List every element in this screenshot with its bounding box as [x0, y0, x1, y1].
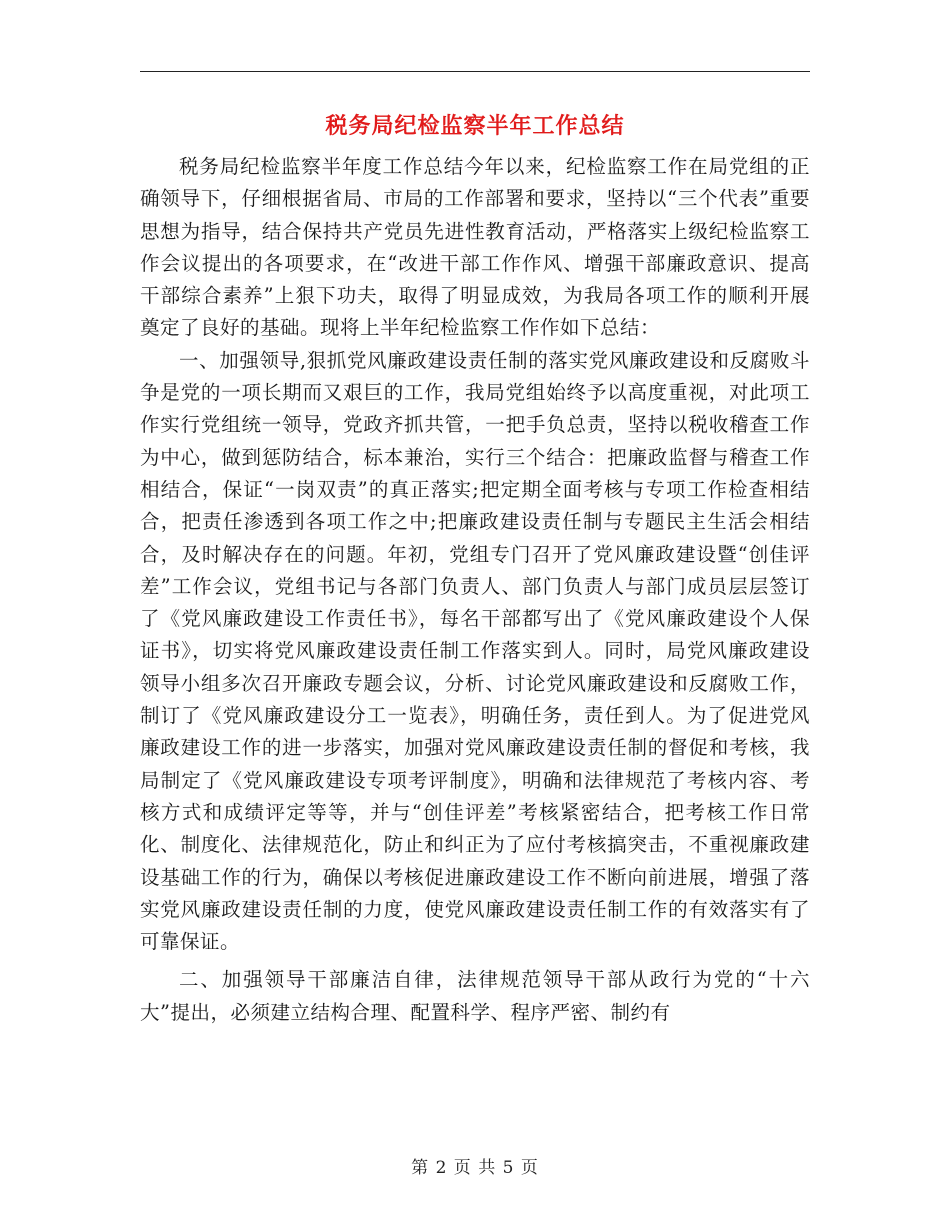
document-title: 税务局纪检监察半年工作总结	[325, 113, 625, 139]
paragraph-intro: 税务局纪检监察半年度工作总结今年以来，纪检监察工作在局党组的正确领导下，仔细根据省局、市局的工作部署和要求，坚持以“三个代表”重要思想为指导，结合保持共产党员先进性教育活动，严格落实上级纪检监察工作会议提出的各项要求，在“改进干部工作作风、增强干部廉政意识、提高干部综合素养”上狠下功夫，取得了明显成效，为我局各项工作的顺利开展奠定了良好的基础。现将上半年纪检监察工作作如下总结：	[140, 155, 810, 340]
paragraph-section-1: 一、加强领导,狠抓党风廉政建设责任制的落实党风廉政建设和反腐败斗争是党的一项长期而又艰巨的工作，我局党组始终予以高度重视，对此项工作实行党组统一领导，党政齐抓共管，一把手负总责，坚持以税收稽查工作为中心，做到惩防结合，标本兼治，实行三个结合：把廉政监督与稽查工作相结合，保证“一岗双责”的真正落实;把定期全面考核与专项工作检查相结合，把责任渗透到各项工作之中;把廉政建设责任制与专题民主生活会相结合，及时解决存在的问题。年初，党组专门召开了党风廉政建设暨“创佳评差”工作会议，党组书记与各部门负责人、部门负责人与部门成员层层签订了《党风廉政建设工作责任书》，每名干部都写出了《党风廉政建设个人保证书》，切实将党风廉政建设责任制工作落实到人。同时，局党风廉政建设领导小组多次召开廉政专题会议，分析、讨论党风廉政建设和反腐败工作，制订了《党风廉政建设分工一览表》，明确任务，责任到人。为了促进党风廉政建设工作的进一步落实，加强对党风廉政建设责任制的督促和考核，我局制定了《党风廉政建设专项考评制度》，明确和法律规范了考核内容、考核方式和成绩评定等等，并与“创佳评差”考核紧密结合，把考核工作日常化、制度化、法律规范化，防止和纠正为了应付考核搞突击，不重视廉政建设基础工作的行为，确保以考核促进廉政建设工作不断向前进展，增强了落实党风廉政建设责任制的力度，使党风廉政建设责任制工作的有效落实有了可靠保证。	[140, 348, 810, 954]
header-rule	[140, 71, 810, 72]
page-number: 第 2 页 共 5 页	[411, 1158, 539, 1178]
document-body	[140, 151, 810, 1029]
paragraph-section-2: 二、加强领导干部廉洁自律，法律规范领导干部从政行为党的“十六大”提出，必须建立结构合理、配置科学、程序严密、制约有	[140, 968, 810, 1024]
